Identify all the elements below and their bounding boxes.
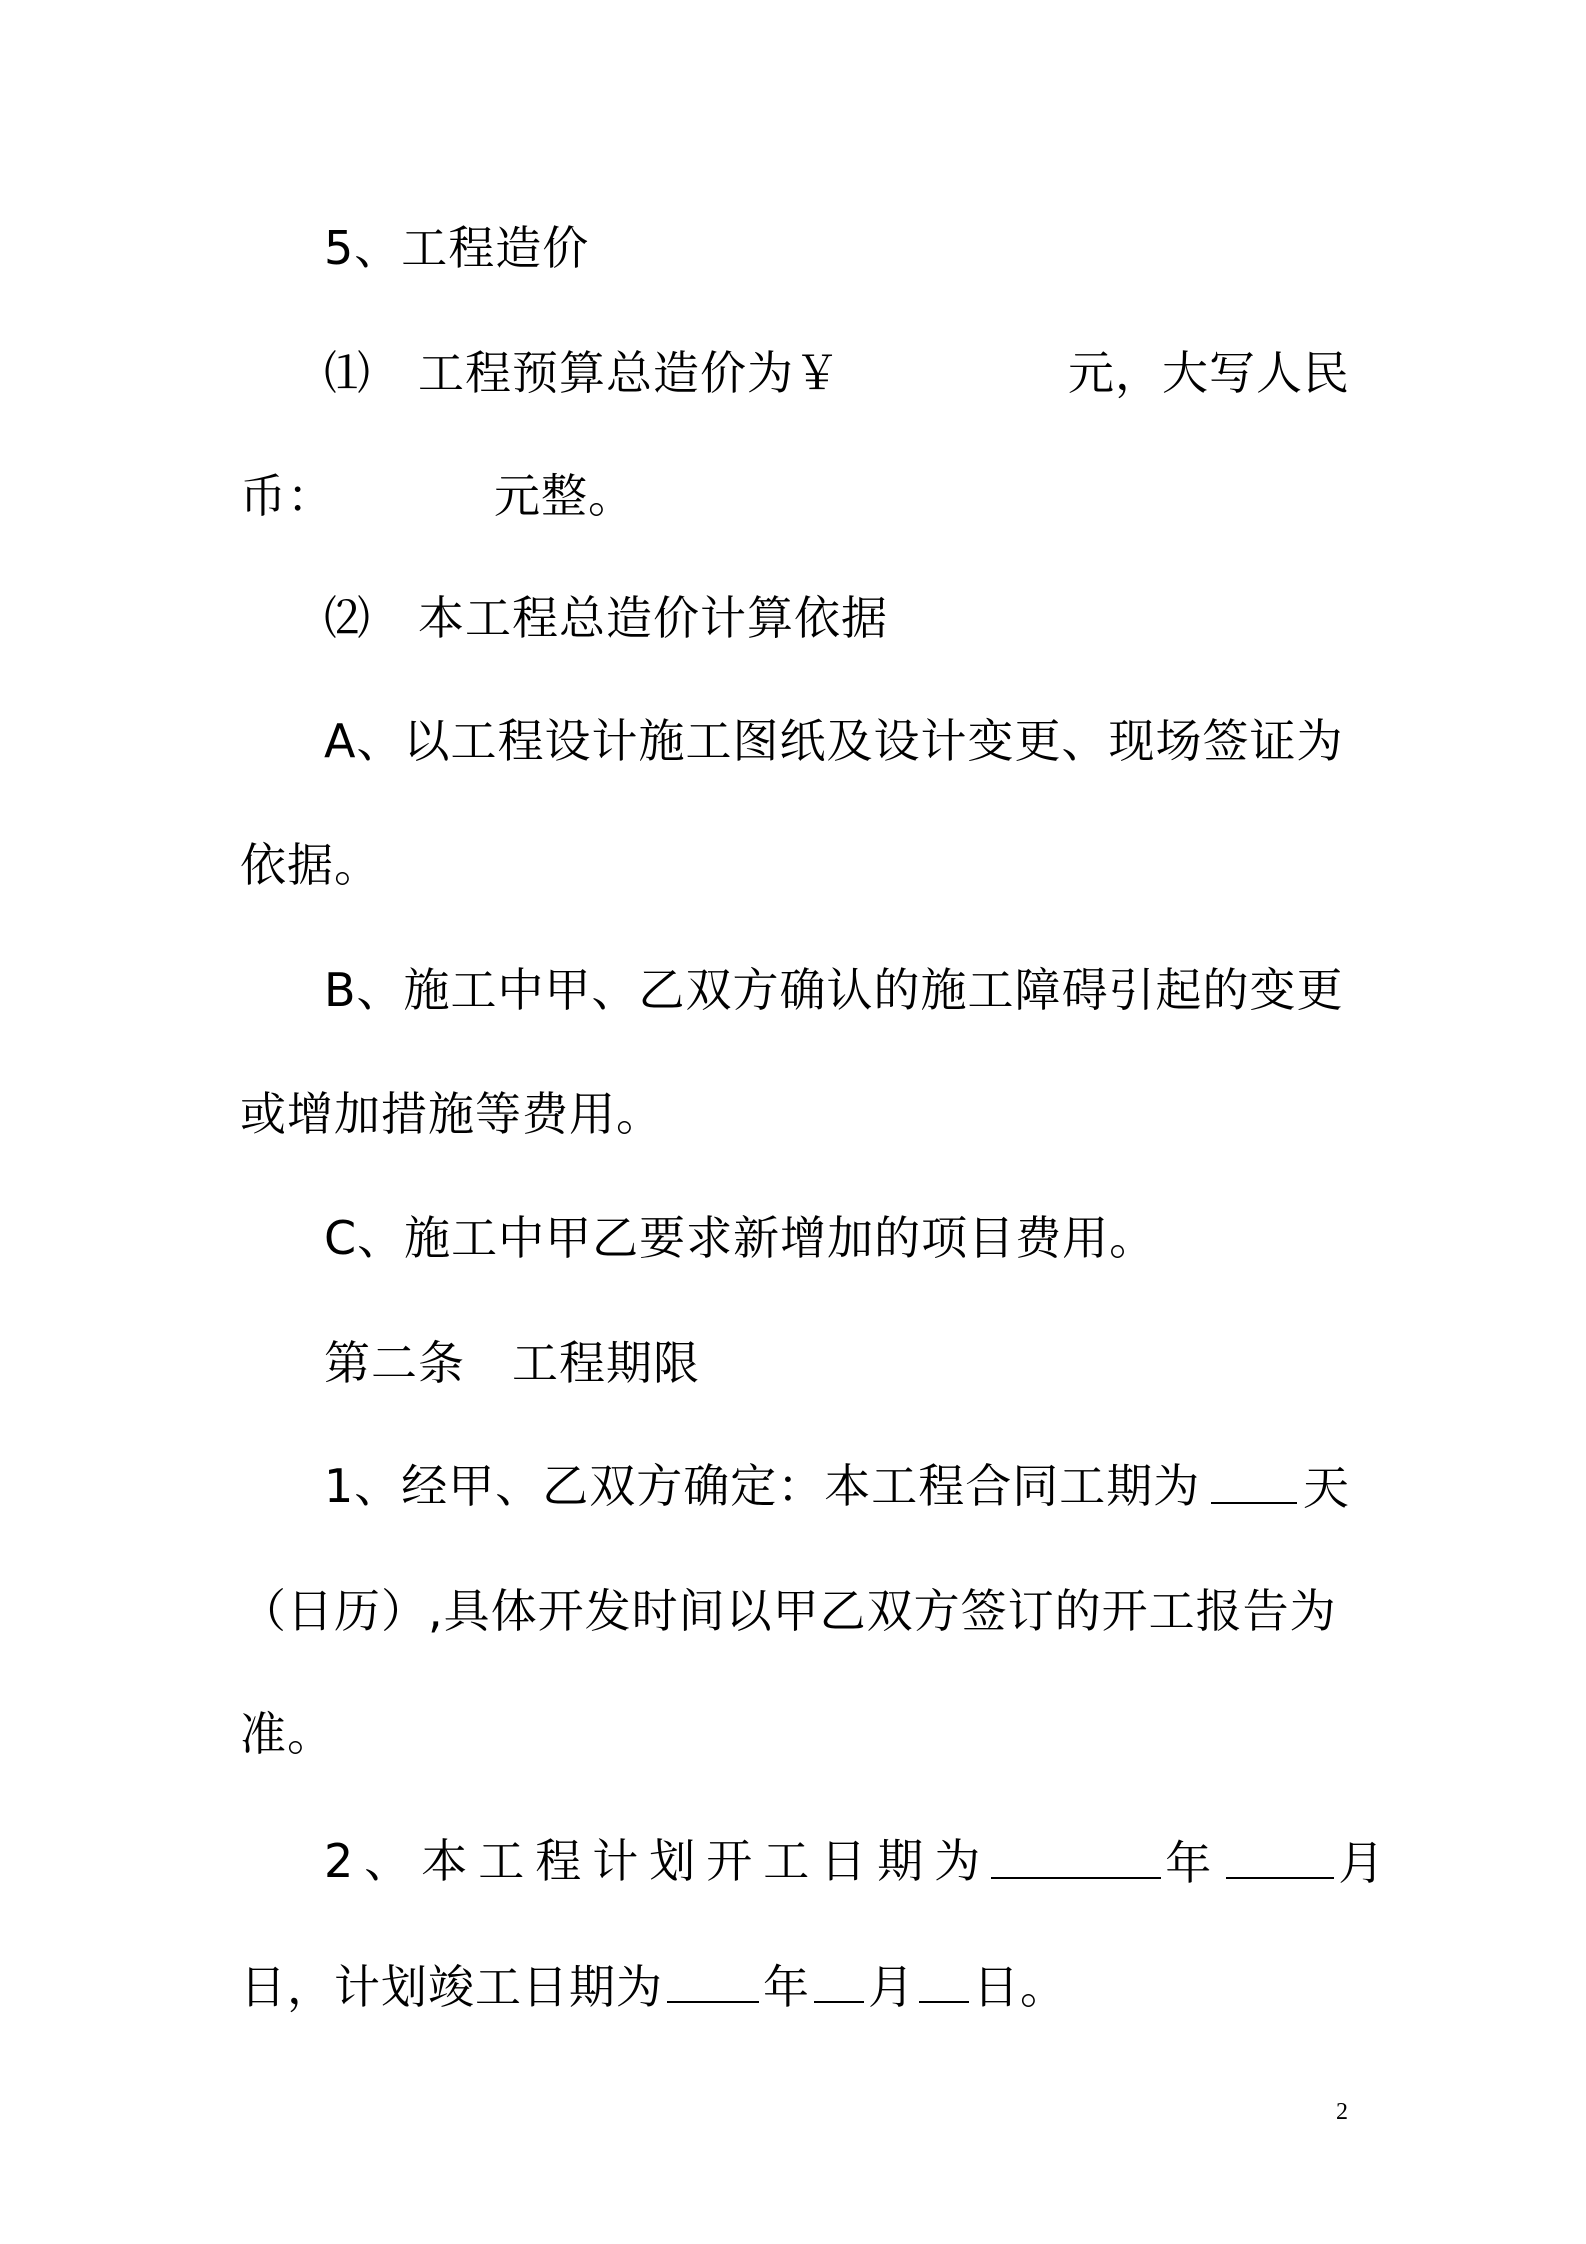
start-year-blank — [991, 1833, 1161, 1879]
paragraph-item-a-cont: 依据。 — [240, 838, 381, 892]
paragraph-duration: 1、经甲、乙双方确定：本工程合同工期为 天 — [324, 1459, 1350, 1515]
section-heading-project-cost: 5、工程造价 — [324, 221, 590, 275]
paragraph-item-a: A、以工程设计施工图纸及设计变更、现场签证为 — [324, 714, 1344, 768]
paragraph-item-c: C、施工中甲乙要求新增加的项目费用。 — [324, 1211, 1157, 1265]
paragraph-start-date: 2、本工程计划开工日期为 年 月 — [324, 1834, 1386, 1890]
paragraph-completion-date: 日，计划竣工日期为 年 月 日。 — [240, 1957, 1350, 2013]
paragraph-duration-end: 准。 — [240, 1707, 334, 1761]
paragraph-item-b: B、施工中甲、乙双方确认的施工障碍引起的变更 — [324, 963, 1344, 1017]
paragraph-budget-total: ⑴ 工程预算总造价为￥ 元，大写人民 — [324, 346, 1350, 400]
end-day-blank — [919, 1957, 969, 2003]
article-two-heading: 第二条 工程期限 — [324, 1336, 700, 1390]
end-month-blank — [814, 1957, 864, 2003]
page-number: 2 — [1336, 2099, 1348, 2125]
end-year-blank — [667, 1957, 759, 2003]
paragraph-budget-total-cont: 币： 元整。 — [240, 469, 635, 523]
paragraph-duration-cont: （日历）,具体开发时间以甲乙双方签订的开工报告为 — [240, 1584, 1337, 1638]
duration-days-blank — [1211, 1458, 1297, 1504]
paragraph-item-b-cont: 或增加措施等费用。 — [240, 1087, 663, 1141]
paragraph-cost-basis: ⑵ 本工程总造价计算依据 — [324, 591, 888, 645]
start-month-blank — [1226, 1833, 1334, 1879]
